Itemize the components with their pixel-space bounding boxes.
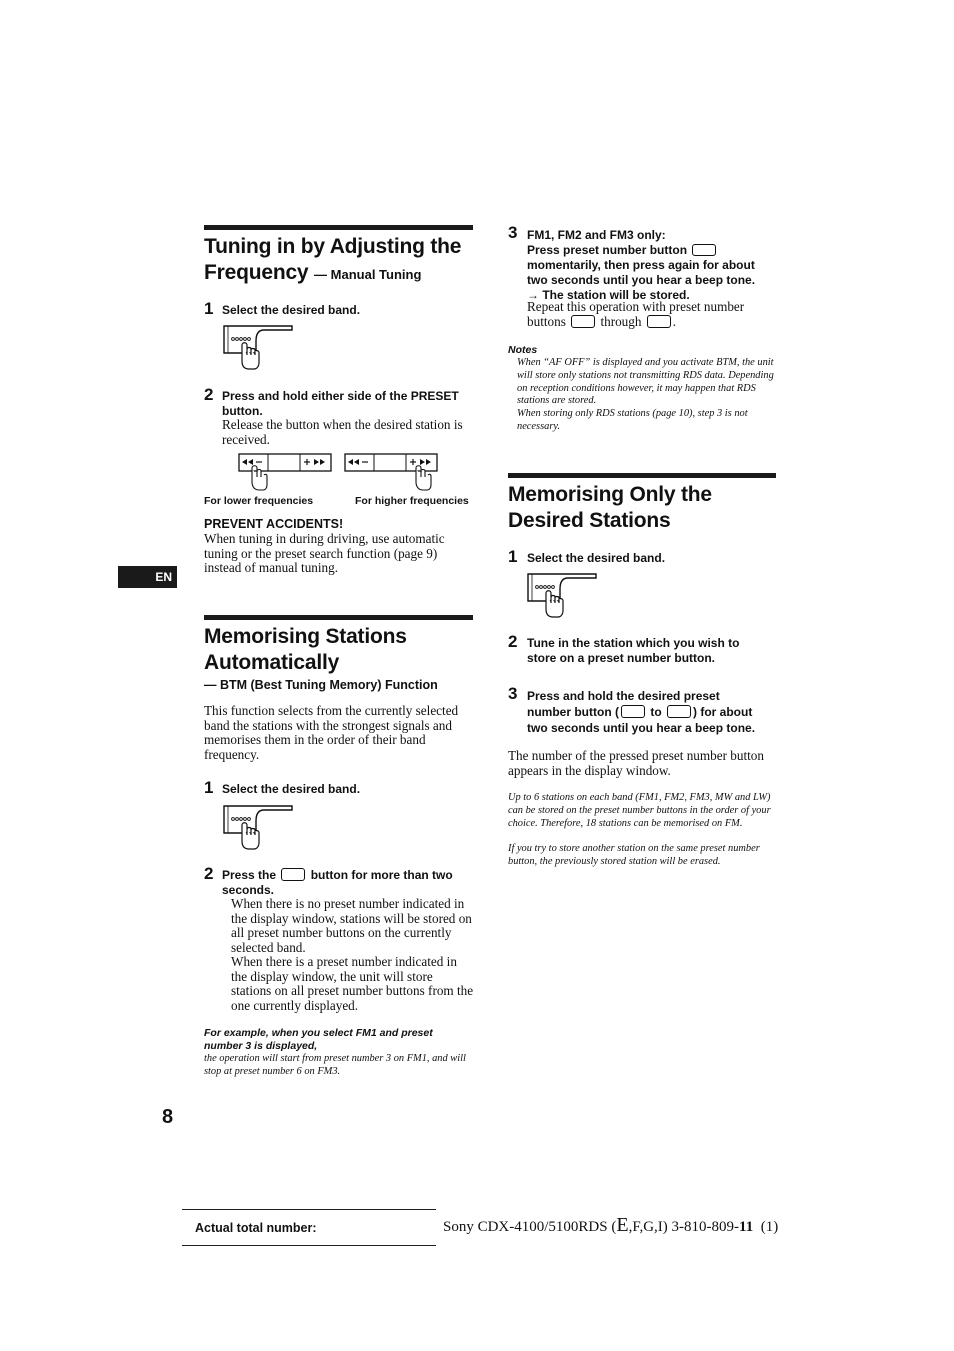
caution-heading: PREVENT ACCIDENTS! (204, 517, 344, 531)
step-text: Select the desired band. (222, 782, 361, 796)
band-button-press-illustration (222, 803, 296, 851)
body-fragment: . (672, 313, 677, 329)
title-line: Memorising Only the (508, 483, 712, 506)
step-text-line: FM1, FM2 and FM3 only: (527, 228, 666, 242)
example-heading: For example, when you select FM1 and preset number 3 is displayed, (204, 1027, 433, 1052)
step-text-line: button. (222, 404, 263, 418)
step-text: Select the desired band. (527, 551, 666, 565)
example-body: the operation will start from preset number 3 on FM1, and will stop at preset number 6 on FM3. (204, 1053, 466, 1077)
step-text-line: two seconds until you hear a beep tone. (527, 721, 756, 735)
step-number: 3 (508, 223, 518, 242)
section-rule (204, 615, 473, 620)
title-line: Memorising Stations (204, 625, 407, 648)
section-rule (204, 225, 473, 230)
footer-code-part: ,F,G,I) 3-810-809- (628, 1219, 740, 1235)
caution-body: When tuning in during driving, use automatic tuning or the preset search function (page 9) instead of manual tuning. (204, 531, 445, 576)
note-text: When storing only RDS stations (page 10), step 3 is not necessary. (517, 408, 748, 432)
title-line: Automatically (204, 651, 340, 674)
footer-label: Actual total number: (195, 1221, 317, 1235)
step-number: 2 (204, 385, 214, 404)
section-title-btm (204, 624, 494, 676)
section-rule (508, 473, 776, 478)
preset-button-icon (281, 868, 305, 881)
step-body: Release the button when the desired station is received. (222, 417, 463, 447)
section-intro: This function selects from the currently selected band the stations with the strongest signals and memorises them in the order of their band frequency. (204, 703, 459, 762)
page-number: 8 (162, 1106, 174, 1128)
preset-button-6-icon (647, 315, 671, 328)
step-body: When there is no preset number indicated in the display window, stations will be stored on all preset number buttons on the currently selected band. (231, 896, 472, 955)
step-text-fragment: number button ( (527, 705, 619, 719)
note-text: If you try to store another station on the same preset number button, the previously stored station will be erased. (508, 843, 760, 867)
band-button-press-illustration (222, 323, 296, 371)
language-badge (118, 566, 177, 588)
title-line: Frequency (204, 261, 309, 284)
section-body: The number of the pressed preset number button appears in the display window. (508, 748, 764, 778)
step-text-line: seconds. (222, 883, 275, 897)
language-badge-text: EN (155, 570, 172, 584)
step-text (222, 868, 482, 898)
step-text-line: Press and hold the desired preset (527, 689, 720, 703)
band-button-press-illustration (526, 571, 600, 619)
footer-code-part: Sony CDX-4100/5100RDS ( (443, 1219, 617, 1235)
title-subtitle: — Manual Tuning (314, 267, 422, 282)
step-text (527, 228, 787, 303)
step-text-fragment: Press the (222, 868, 277, 882)
section-subtitle: — BTM (Best Tuning Memory) Function (204, 678, 438, 692)
preset-button-1-icon (621, 705, 645, 718)
step-body (527, 300, 787, 329)
footer-code-part: E (616, 1214, 629, 1236)
preset-button-6-icon (667, 705, 691, 718)
step-text-line: two seconds until you hear a beep tone. (527, 273, 756, 287)
footer-code (443, 1214, 778, 1237)
step-text-fragment: ) for about (693, 705, 753, 719)
caption-higher: For higher frequencies (355, 495, 469, 507)
step-body: When there is a preset number indicated in the display window, the unit will store stations on all preset number buttons from the one currently displayed. (231, 954, 474, 1013)
preset-seek-lower-illustration (238, 452, 334, 492)
step-text-fragment: button for more than two (310, 868, 453, 882)
step-number: 2 (204, 864, 214, 883)
step-text-line: store on a preset number button. (527, 651, 716, 665)
caption-lower: For lower frequencies (204, 495, 314, 507)
title-line: Tuning in by Adjusting the (204, 235, 462, 258)
section-title-manual-tuning (204, 234, 494, 288)
preset-seek-higher-illustration (344, 452, 440, 492)
title-line: Desired Stations (508, 509, 671, 532)
step-text-line: momentarily, then press again for about (527, 258, 755, 272)
body-line: Repeat this operation with preset number (527, 299, 745, 314)
step-text: Select the desired band. (222, 303, 361, 317)
step-number: 1 (508, 547, 518, 566)
step-text-line: Press and hold either side of the PRESET (222, 389, 459, 403)
footer-code-part: 11 (739, 1219, 754, 1235)
note-text: When “AF OFF” is displayed and you activate BTM, the unit will store only stations not transmitting RDS data. Depending on reception conditions however, it may happen that RDS stations are stored. (517, 357, 774, 407)
body-fragment: through (600, 313, 642, 329)
body-fragment: buttons (527, 313, 566, 329)
step-text (222, 389, 482, 419)
step-text-line: → The station will be stored. (527, 288, 690, 302)
preset-button-icon (692, 244, 716, 256)
footer-code-part: (1) (753, 1219, 779, 1235)
step-text-line: Press preset number button (527, 243, 688, 257)
step-number: 1 (204, 778, 214, 797)
step-number: 3 (508, 684, 518, 703)
notes-heading: Notes (508, 344, 538, 356)
step-text (527, 636, 787, 666)
footer-rule-top (182, 1209, 436, 1210)
step-number: 2 (508, 632, 518, 651)
footer-rule-bottom (182, 1245, 436, 1246)
step-number: 1 (204, 299, 214, 318)
step-text-line: Tune in the station which you wish to (527, 636, 740, 650)
preset-button-1-icon (571, 315, 595, 328)
section-title-desired-stations (508, 482, 788, 534)
step-text-fragment: to (650, 705, 662, 719)
step-text (527, 688, 787, 736)
note-text: Up to 6 stations on each band (FM1, FM2, FM3, MW and LW) can be stored on the preset number buttons in the order of your choice. Therefore, 18 stations can be memorised on FM. (508, 792, 771, 829)
